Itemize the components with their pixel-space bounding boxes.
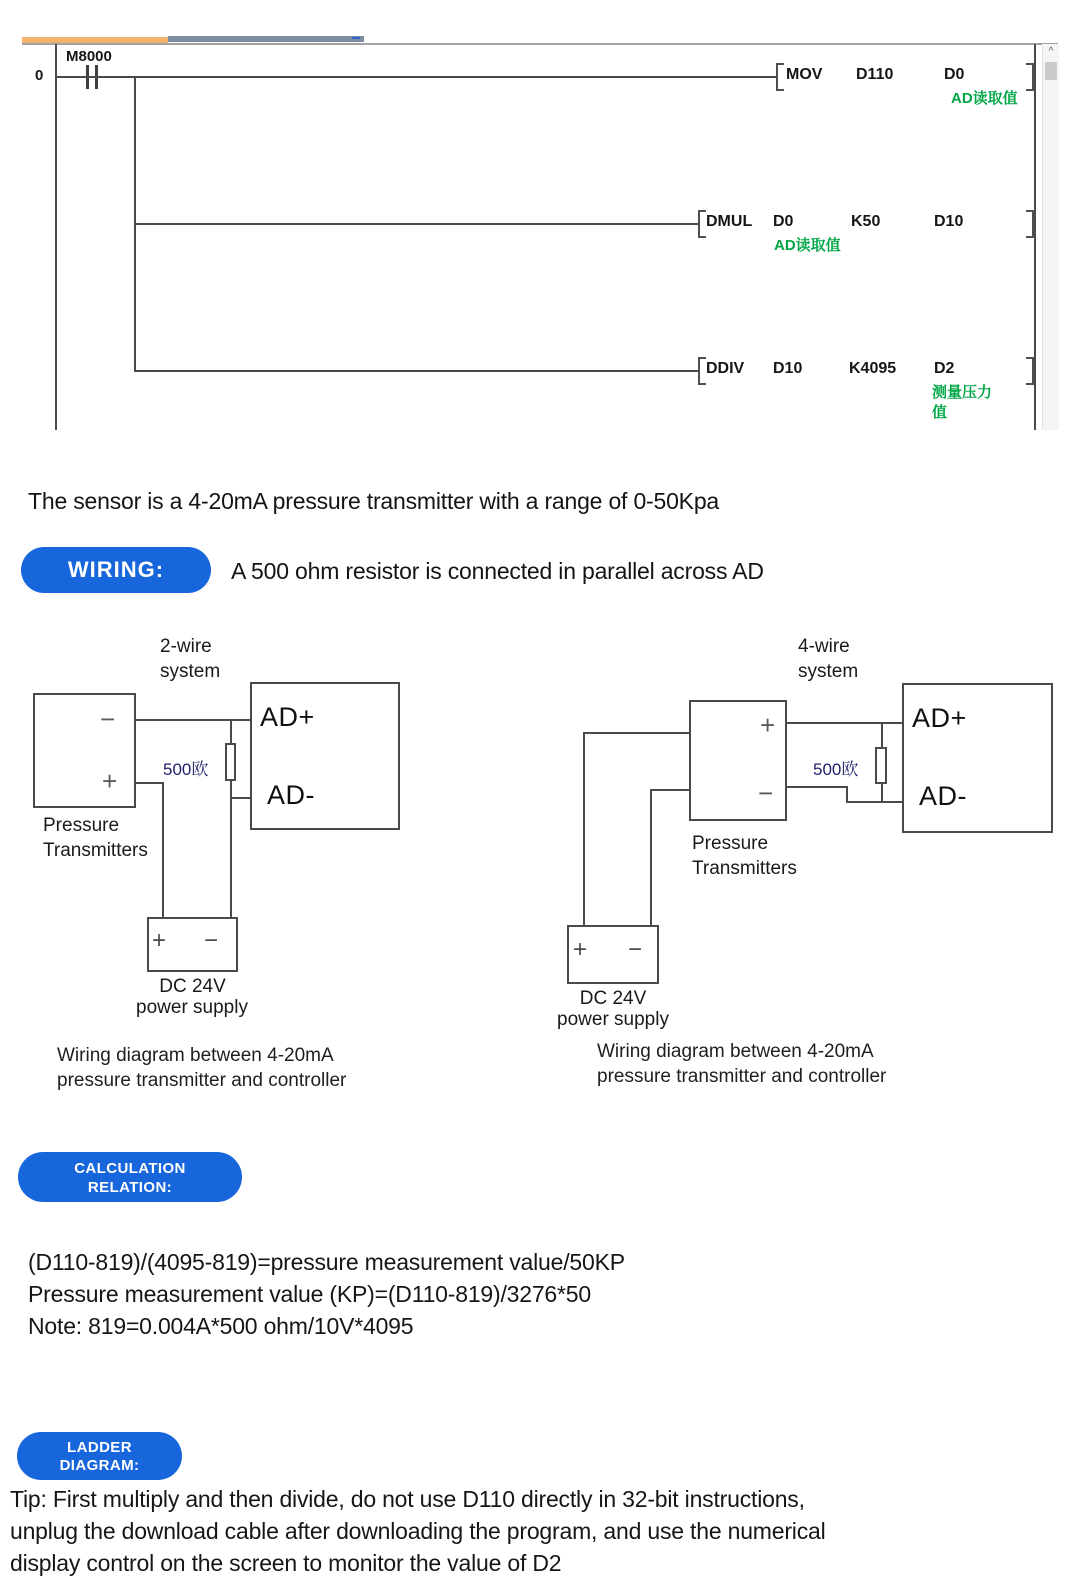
ladder-diagram-badge — [17, 1432, 182, 1480]
tip-line: Tip: First multiply and then divide, do not use D110 directly in 32-bit instructions, — [10, 1486, 805, 1512]
system-type-label: 2-wire — [160, 636, 212, 657]
terminal-minus: − — [758, 778, 774, 808]
calculation-badge-line2: RELATION: — [87, 1179, 173, 1196]
formula-line: Pressure measurement value (KP)=(D110-819)/3276*50 — [28, 1281, 591, 1307]
resistor-label: 500欧 — [813, 760, 859, 779]
instr-operand: D10 — [934, 213, 964, 230]
ladder-editor — [0, 44, 1080, 444]
formula-line: (D110-819)/(4095-819)=pressure measurement value/50KP — [28, 1249, 625, 1275]
wire — [136, 719, 251, 721]
resistor-label: 500欧 — [163, 760, 209, 779]
instr-operand: D0 — [944, 66, 965, 83]
wiring-note: A 500 ohm resistor is connected in parallel across AD — [231, 558, 764, 584]
scrollbar-up-icon[interactable]: ^ — [1048, 46, 1054, 57]
resistor-500ohm — [225, 743, 236, 781]
wire — [787, 786, 848, 788]
device-comment: 测量压力值 — [932, 384, 993, 421]
wire — [846, 801, 902, 803]
vertical-scrollbar[interactable] — [1042, 44, 1059, 430]
transmitter-label: Pressure — [692, 833, 769, 854]
terminal-minus: − — [100, 704, 116, 734]
scrollbar-thumb[interactable] — [1045, 62, 1057, 80]
wire — [162, 782, 164, 917]
psu-plus: + — [573, 936, 588, 963]
contact-label: M8000 — [66, 48, 112, 65]
instr-operand: K4095 — [849, 360, 897, 377]
top-blue-dash — [352, 37, 360, 39]
psu-minus: − — [628, 936, 643, 963]
wire — [650, 789, 689, 791]
system-type-label: system — [798, 661, 859, 682]
calculation-badge-line1: CALCULATION — [74, 1160, 186, 1177]
ad-plus-label: AD+ — [260, 702, 315, 732]
ladder-badge-line1: LADDER — [67, 1439, 132, 1456]
diagram-caption: Wiring diagram between 4-20mA — [597, 1041, 874, 1062]
rung3-wire — [136, 370, 698, 372]
diagram-caption: pressure transmitter and controller — [57, 1070, 347, 1091]
transmitter-label: Transmitters — [43, 840, 148, 861]
instr-operand: D0 — [773, 213, 794, 230]
instr-operand: K50 — [851, 213, 881, 230]
instr-opcode: MOV — [786, 66, 823, 83]
ladder-badge-line2: DIAGRAM: — [59, 1457, 140, 1474]
left-power-rail — [55, 44, 57, 430]
ad-plus-label: AD+ — [912, 703, 967, 733]
psu-label: DC 24V — [159, 976, 226, 997]
ad-minus-label: AD- — [919, 781, 967, 811]
wiring-badge — [21, 547, 211, 593]
system-type-label: system — [160, 661, 221, 682]
wire — [650, 789, 652, 925]
transmitter-label: Transmitters — [692, 858, 797, 879]
formula-line: Note: 819=0.004A*500 ohm/10V*4095 — [28, 1313, 414, 1339]
rung-number: 0 — [35, 67, 44, 84]
instr-operand: D10 — [773, 360, 803, 377]
instr-bracket-close — [1026, 63, 1034, 91]
psu-label: DC 24V — [579, 988, 647, 1009]
instr-bracket-close — [1026, 210, 1034, 238]
device-comment: AD读取值 — [951, 90, 1018, 107]
wire — [230, 797, 251, 799]
instr-opcode: DDIV — [706, 360, 745, 377]
tip-line: display control on the screen to monitor the value of D2 — [10, 1550, 562, 1576]
diagram-caption: pressure transmitter and controller — [597, 1066, 887, 1087]
pressure-transmitter-box — [33, 693, 136, 808]
resistor-500ohm — [875, 747, 887, 784]
instr-bracket-close — [1026, 357, 1034, 385]
device-comment: AD读取值 — [774, 237, 841, 254]
ad-minus-label: AD- — [267, 780, 315, 810]
psu-label: power supply — [557, 1009, 669, 1030]
psu-label: power supply — [136, 997, 248, 1018]
tip-line: unplug the download cable after downloading the program, and use the numerical — [10, 1518, 826, 1544]
instr-operand: D2 — [934, 360, 955, 377]
wire — [583, 732, 585, 925]
transmitter-label: Pressure — [43, 815, 120, 836]
rung1-wire — [57, 76, 776, 78]
psu-plus: + — [152, 927, 167, 954]
right-power-rail — [1034, 44, 1036, 430]
wire — [583, 732, 689, 734]
wire — [136, 782, 163, 784]
system-type-label: 4-wire — [798, 636, 850, 657]
rung2-wire — [136, 223, 698, 225]
instr-operand: D110 — [856, 66, 894, 83]
terminal-plus: + — [760, 710, 776, 740]
instr-bracket-open — [698, 357, 706, 385]
instr-bracket-open — [776, 63, 784, 91]
sensor-description: The sensor is a 4-20mA pressure transmitter with a range of 0-50Kpa — [28, 488, 719, 514]
calculation-badge — [18, 1152, 242, 1202]
instr-opcode: DMUL — [706, 213, 753, 230]
diagram-caption: Wiring diagram between 4-20mA — [57, 1045, 334, 1066]
wire — [787, 722, 902, 724]
terminal-plus: + — [102, 766, 118, 796]
wiring-badge-label: WIRING: — [67, 557, 165, 582]
psu-minus: − — [204, 927, 219, 954]
top-slate-bar — [168, 36, 364, 42]
instr-bracket-open — [698, 210, 706, 238]
